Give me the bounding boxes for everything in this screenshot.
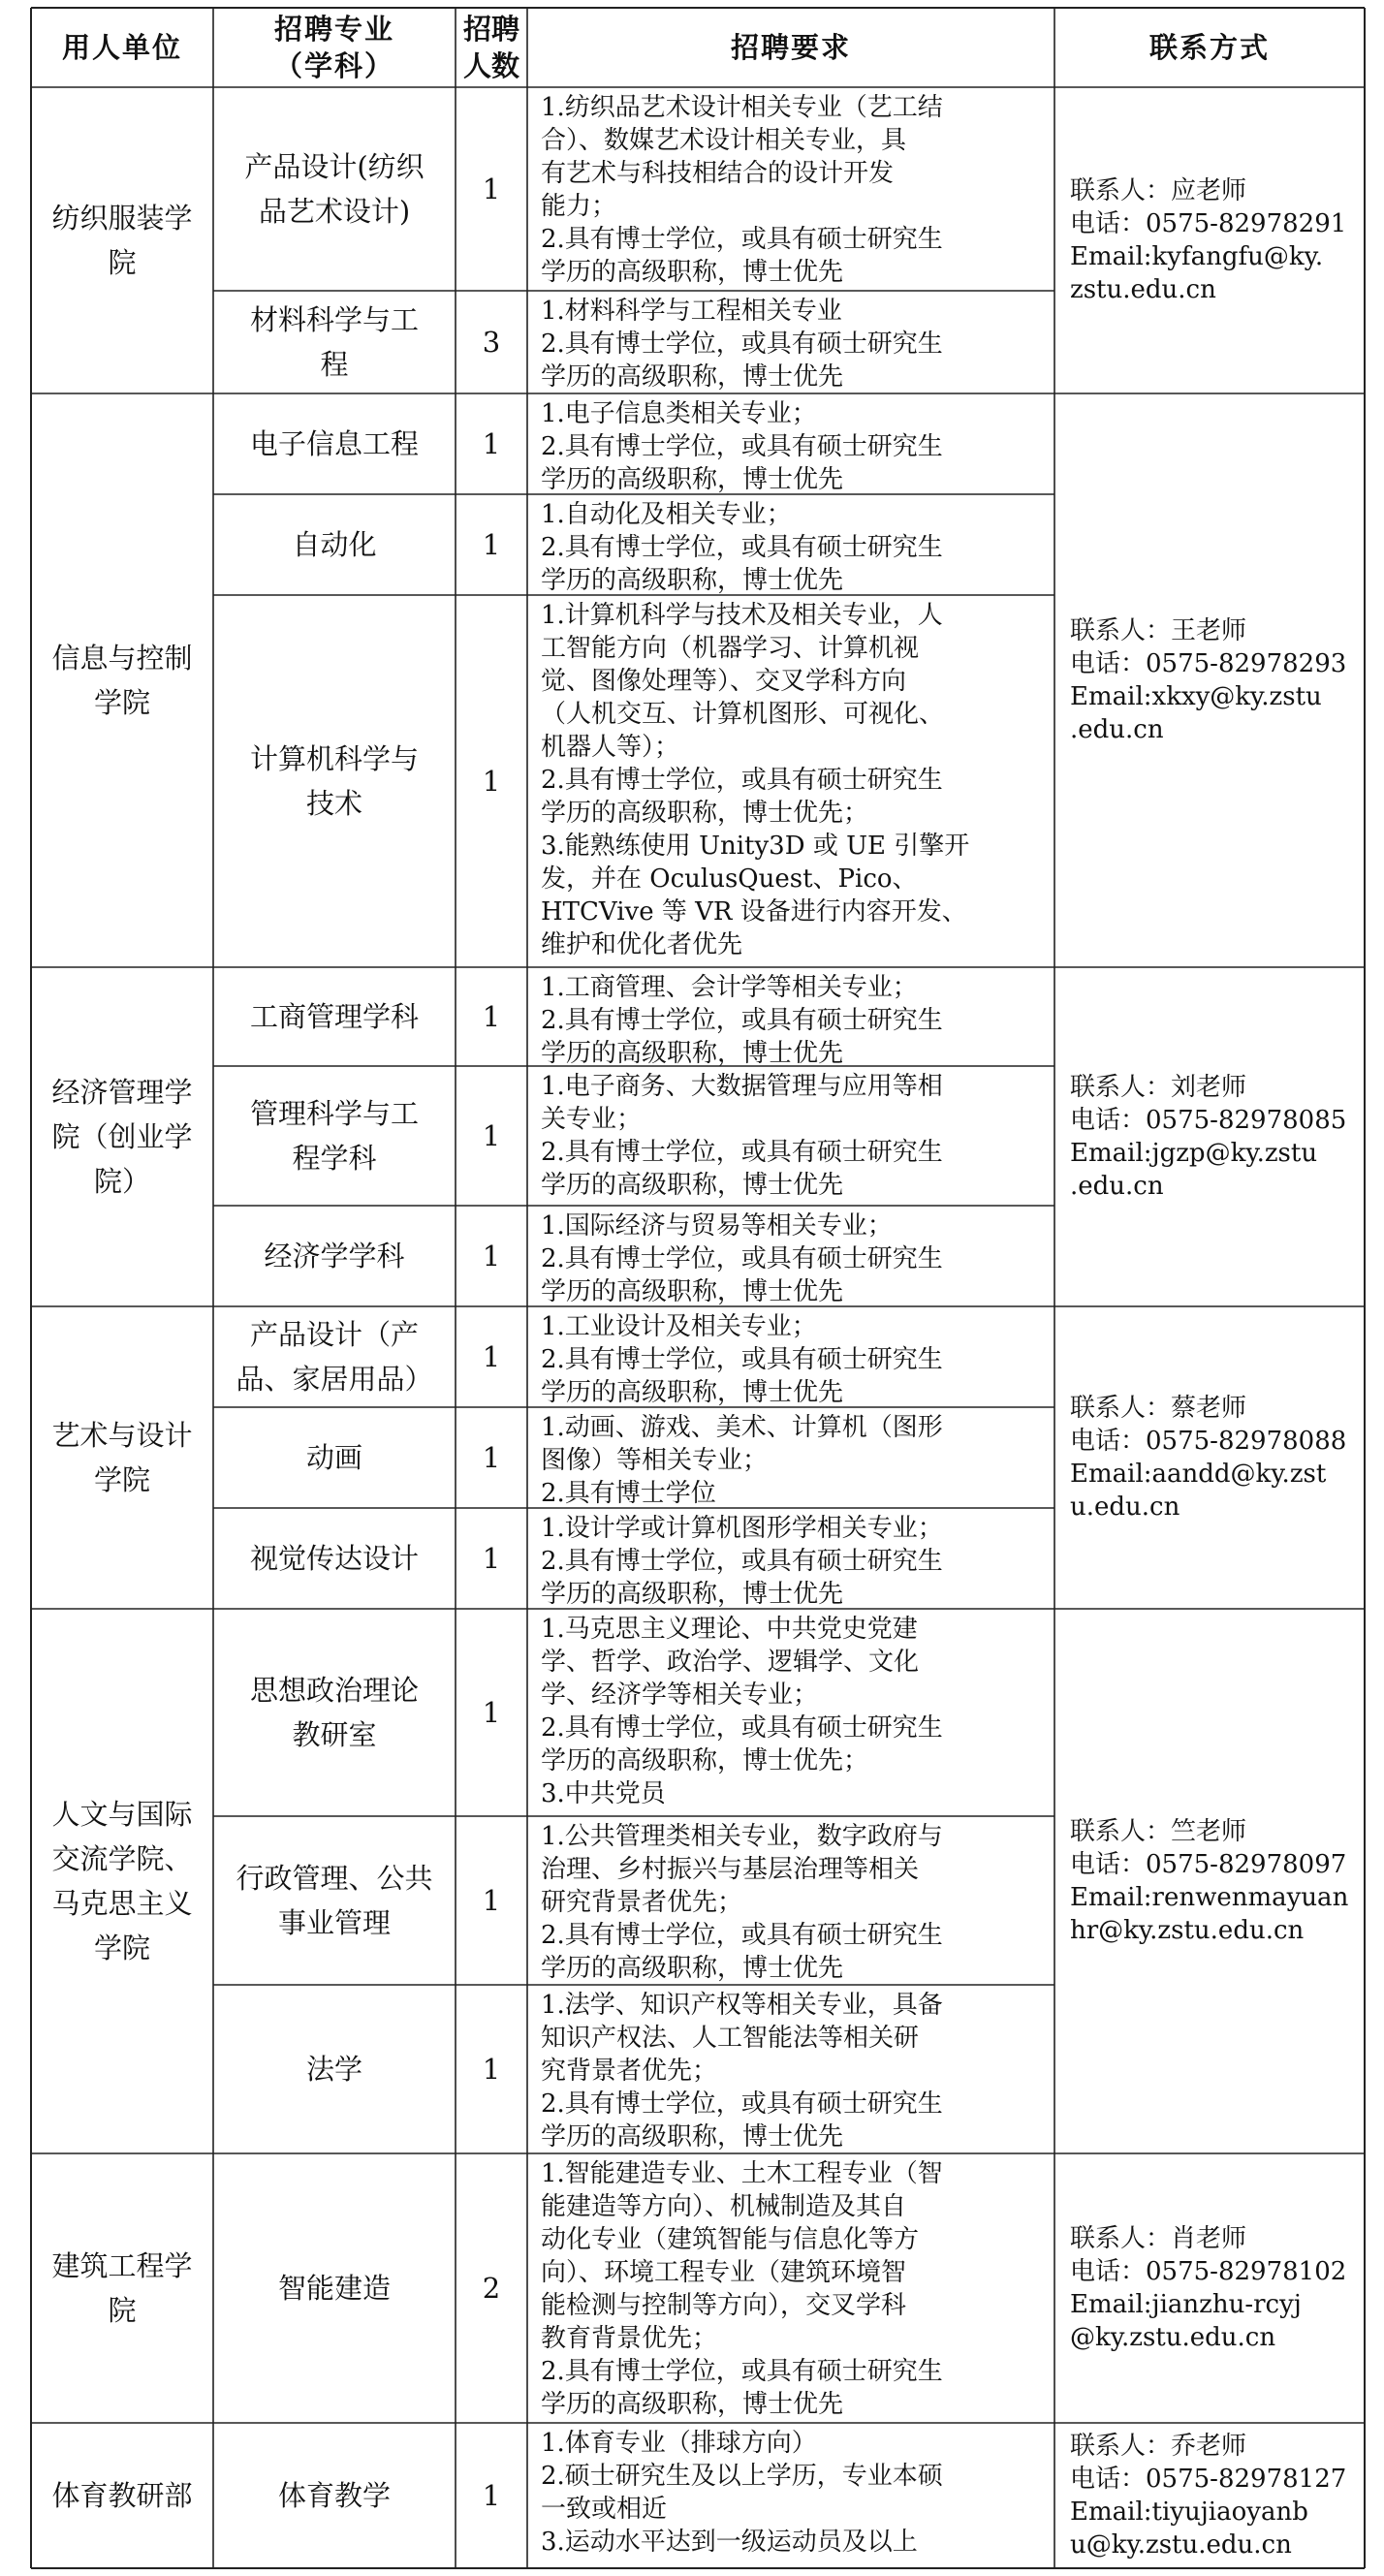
contact-info-line: zstu.edu.cn	[1070, 275, 1216, 304]
requirement-line: 能检测与控制等方向），交叉学科	[541, 2291, 907, 2320]
requirement-line: HTCVive 等 VR 设备进行内容开发、	[541, 897, 967, 927]
requirement-line: 2.具有博士学位，或具有硕士研究生	[541, 1547, 943, 1576]
headcount-value: 1	[482, 528, 501, 561]
requirement-line: 向）、环境工程专业（建筑环境智	[541, 2258, 907, 2287]
unit-name-line: 交流学院、	[51, 1842, 193, 1875]
requirement-line: 3.中共党员	[541, 1779, 666, 1808]
major-name-line: 自动化	[292, 528, 377, 561]
unit-name-line: 建筑工程学	[51, 2249, 193, 2282]
major-name-line: 计算机科学与	[249, 742, 419, 775]
requirement-line: 治理、乡村振兴与基层治理等相关	[541, 1855, 920, 1884]
requirement-line: 合）、数媒艺术设计相关专业，具	[541, 126, 907, 155]
headcount-value: 1	[482, 427, 501, 460]
contact-info-line: u.edu.cn	[1070, 1492, 1180, 1522]
contact-info-line: 联系人：乔老师	[1070, 2432, 1247, 2461]
contact-info-line: u@ky.zstu.edu.cn	[1070, 2530, 1292, 2560]
headcount-value: 1	[482, 1119, 501, 1152]
requirement-line: 1.计算机科学与技术及相关专业，人	[541, 601, 943, 630]
requirement-line: 学历的高级职称，博士优先	[541, 2390, 844, 2419]
requirement-line: 3.能熟练使用 Unity3D 或 UE 引擎开	[541, 832, 970, 861]
requirement-line: 学历的高级职称，博士优先	[541, 566, 844, 595]
header-count-line-2: 人数	[462, 49, 519, 82]
requirement-line: 发，并在 OculusQuest、Pico、	[541, 864, 918, 894]
headcount-value: 1	[482, 1884, 501, 1917]
major-name-line: 产品设计(纺织	[244, 150, 425, 183]
requirement-line: 1.马克思主义理论、中共党史党建	[541, 1615, 918, 1644]
requirement-line: 觉、图像处理等）、交叉学科方向	[541, 667, 907, 696]
major-name-line: 程学科	[292, 1142, 377, 1175]
contact-info-line: Email:aandd@ky.zst	[1070, 1460, 1327, 1489]
requirement-line: 究背景者优先；	[541, 2057, 718, 2086]
requirement-line: 1.动画、游戏、美术、计算机（图形	[541, 1413, 943, 1442]
unit-name-line: 艺术与设计	[51, 1419, 193, 1452]
requirement-line: 学历的高级职称，博士优先	[541, 1171, 844, 1200]
unit-name-line: 学院	[93, 686, 150, 719]
requirement-line: 1.法学、知识产权等相关专业，具备	[541, 1991, 943, 2020]
major-name-line: 品、家居用品）	[236, 1363, 433, 1396]
requirement-line: 1.纺织品艺术设计相关专业（艺工结	[541, 93, 943, 122]
major-name-line: 管理科学与工	[249, 1097, 419, 1130]
unit-name-line: 院	[108, 246, 137, 279]
major-name-line: 技术	[305, 787, 362, 820]
requirement-line: 学历的高级职称，博士优先	[541, 1277, 844, 1306]
requirement-line: 2.具有博士学位，或具有硕士研究生	[541, 1921, 943, 1950]
requirement-line: 学历的高级职称，博士优先	[541, 2122, 844, 2152]
contact-info-line: Email:xkxy@ky.zstu	[1070, 682, 1322, 711]
header-unit-text: 用人单位	[61, 31, 182, 64]
requirement-line: 2.具有博士学位	[541, 1479, 716, 1508]
major-name-line: 程	[320, 348, 349, 381]
requirement-line: 1.体育专业（排球方向）	[541, 2429, 817, 2458]
requirement-line: 1.设计学或计算机图形学相关专业；	[541, 1514, 943, 1543]
contact-info-line: Email:jianzhu-rcyj	[1070, 2290, 1302, 2319]
requirement-line: 2.具有博士学位，或具有硕士研究生	[541, 432, 943, 461]
unit-name-line: 学院	[93, 1932, 150, 1964]
major-name-line: 电子信息工程	[249, 427, 419, 460]
contact-info-line: 电话：0575-82978293	[1070, 649, 1347, 678]
requirement-line: 2.具有博士学位，或具有硕士研究生	[541, 766, 943, 795]
headcount-value: 1	[482, 2479, 501, 2512]
contact-info-line: 电话：0575-82978102	[1070, 2257, 1347, 2286]
requirement-line: 学历的高级职称，博士优先	[541, 1580, 844, 1609]
unit-name-line: 院）	[93, 1165, 150, 1198]
requirement-line: 机器人等）；	[541, 733, 680, 762]
contact-info-line: .edu.cn	[1070, 1172, 1164, 1201]
headcount-value: 1	[482, 1340, 501, 1373]
major-name-line: 思想政治理论	[249, 1674, 419, 1707]
major-name-line: 法学	[305, 2053, 362, 2086]
requirement-line: 2.具有博士学位，或具有硕士研究生	[541, 1006, 943, 1035]
headcount-value: 1	[482, 1542, 501, 1575]
headcount-value: 1	[482, 1240, 501, 1272]
requirement-line: 教育背景优先；	[541, 2324, 718, 2353]
contact-info-line: Email:kyfangfu@ky.	[1070, 242, 1324, 271]
requirement-line: 学历的高级职称，博士优先；	[541, 1746, 869, 1775]
requirement-line: 2.具有博士学位，或具有硕士研究生	[541, 1244, 943, 1273]
requirement-line: 学历的高级职称，博士优先	[541, 362, 844, 392]
requirement-line: 知识产权法、人工智能法等相关研	[541, 2024, 920, 2053]
contact-info-line: 联系人：刘老师	[1070, 1073, 1247, 1102]
unit-name-line: 学院	[93, 1463, 150, 1496]
unit-name-line: 马克思主义	[51, 1887, 193, 1920]
requirement-line: 工智能方向（机器学习、计算机视	[541, 634, 920, 663]
requirement-line: 2.具有博士学位，或具有硕士研究生	[541, 225, 943, 254]
requirement-line: 学历的高级职称，博士优先	[541, 258, 844, 287]
major-name-line: 工商管理学科	[249, 1000, 419, 1033]
requirement-line: 学历的高级职称，博士优先；	[541, 799, 869, 828]
requirement-line: 动化专业（建筑智能与信息化等方	[541, 2225, 920, 2254]
requirement-line: 1.国际经济与贸易等相关专业；	[541, 1211, 893, 1241]
contact-info-line: 联系人：应老师	[1070, 176, 1247, 205]
requirement-line: 有艺术与科技相结合的设计开发	[541, 159, 895, 188]
requirement-line: 2.硕士研究生及以上学历，专业本硕	[541, 2462, 943, 2491]
requirement-line: 1.工业设计及相关专业；	[541, 1312, 817, 1341]
unit-name-line: 院（创业学	[51, 1120, 193, 1153]
contact-info-line: 电话：0575-82978085	[1070, 1106, 1347, 1135]
major-name-line: 材料科学与工	[249, 303, 419, 336]
contact-info-line: hr@ky.zstu.edu.cn	[1070, 1916, 1305, 1945]
requirement-line: 图像）等相关专业；	[541, 1446, 769, 1475]
requirement-line: 学历的高级职称，博士优先	[541, 465, 844, 494]
requirement-line: 2.具有博士学位，或具有硕士研究生	[541, 1713, 943, 1743]
unit-name-line: 纺织服装学	[51, 202, 193, 235]
requirement-line: 1.电子商务、大数据管理与应用等相	[541, 1072, 943, 1101]
requirement-line: 学历的高级职称，博士优先	[541, 1378, 844, 1407]
requirement-line: 一致或相近	[541, 2495, 668, 2524]
major-name-line: 教研室	[292, 1718, 377, 1751]
contact-info-line: 电话：0575-82978088	[1070, 1427, 1347, 1456]
requirement-line: 关专业；	[541, 1105, 643, 1134]
contact-info-line: 联系人：蔡老师	[1070, 1394, 1247, 1423]
unit-name-line: 经济管理学	[51, 1076, 193, 1109]
requirement-line: 能力；	[541, 192, 617, 221]
requirement-line: 学、经济学等相关专业；	[541, 1681, 819, 1710]
major-name-line: 动画	[305, 1441, 362, 1474]
contact-info-line: 电话：0575-82978291	[1070, 209, 1347, 238]
header-major-line-1: 招聘专业	[273, 13, 394, 46]
requirement-line: 1.材料科学与工程相关专业	[541, 297, 842, 326]
requirement-line: 学历的高级职称，博士优先	[541, 1039, 844, 1066]
major-name-line: 体育教学	[277, 2479, 391, 2512]
headcount-value: 3	[482, 326, 501, 359]
requirement-line: 学历的高级职称，博士优先	[541, 1954, 844, 1983]
major-name-line: 品艺术设计)	[258, 195, 411, 228]
header-count-line-1: 招聘	[462, 13, 519, 46]
requirement-line: 2.具有博士学位，或具有硕士研究生	[541, 533, 943, 562]
headcount-value: 1	[482, 2053, 501, 2086]
requirement-line: 1.公共管理类相关专业，数字政府与	[541, 1822, 943, 1851]
contact-info-line: 电话：0575-82978097	[1070, 1850, 1347, 1879]
requirement-line: 2.具有博士学位，或具有硕士研究生	[541, 1138, 943, 1167]
major-name-line: 行政管理、公共	[236, 1862, 433, 1895]
contact-info-line: Email:jgzp@ky.zstu	[1070, 1139, 1318, 1168]
headcount-value: 1	[482, 765, 501, 798]
requirement-line: 3.运动水平达到一级运动员及以上	[541, 2528, 918, 2557]
major-name-line: 产品设计（产	[249, 1318, 419, 1351]
requirement-line: 2.具有博士学位，或具有硕士研究生	[541, 2357, 943, 2386]
requirement-line: 1.工商管理、会计学等相关专业；	[541, 973, 918, 1002]
requirement-line: 1.自动化及相关专业；	[541, 500, 792, 529]
unit-name-line: 体育教研部	[51, 2479, 193, 2512]
headcount-value: 1	[482, 1696, 501, 1729]
contact-info-line: .edu.cn	[1070, 715, 1164, 744]
requirement-line: （人机交互、计算机图形、可视化、	[541, 700, 945, 729]
contact-info-line: Email:tiyujiaoyanb	[1070, 2497, 1308, 2527]
requirement-line: 研究背景者优先；	[541, 1888, 743, 1917]
major-name-line: 智能建造	[277, 2272, 391, 2305]
unit-name-line: 院	[108, 2294, 137, 2327]
requirement-line: 能建造等方向）、机械制造及其自	[541, 2192, 907, 2221]
major-name-line: 事业管理	[277, 1906, 391, 1939]
contact-info-line: 联系人：王老师	[1070, 616, 1247, 645]
unit-name-line: 信息与控制	[51, 642, 193, 675]
contact-info-line: 电话：0575-82978127	[1070, 2465, 1347, 2494]
header-contact-text: 联系方式	[1148, 31, 1270, 64]
major-name-line: 视觉传达设计	[249, 1542, 419, 1575]
headcount-value: 1	[482, 173, 501, 205]
contact-info-line: 联系人：肖老师	[1070, 2224, 1247, 2253]
contact-info-line: Email:renwenmayuan	[1070, 1883, 1349, 1912]
requirement-line: 2.具有博士学位，或具有硕士研究生	[541, 2089, 943, 2119]
header-major-line-2: （学科）	[273, 49, 394, 82]
requirement-line: 2.具有博士学位，或具有硕士研究生	[541, 330, 943, 359]
requirement-line: 学、哲学、政治学、逻辑学、文化	[541, 1648, 920, 1677]
requirement-line: 1.智能建造专业、土木工程专业（智	[541, 2159, 943, 2188]
headcount-value: 1	[482, 1000, 501, 1033]
requirement-line: 1.电子信息类相关专业；	[541, 399, 817, 428]
unit-name-line: 人文与国际	[51, 1798, 193, 1831]
contact-info-line: 联系人：竺老师	[1070, 1817, 1247, 1846]
header-requirements-text: 招聘要求	[730, 31, 851, 64]
headcount-value: 2	[482, 2272, 501, 2305]
contact-info-line: @ky.zstu.edu.cn	[1070, 2323, 1276, 2352]
headcount-value: 1	[482, 1441, 501, 1474]
requirement-line: 2.具有博士学位，或具有硕士研究生	[541, 1345, 943, 1374]
major-name-line: 经济学学科	[264, 1240, 405, 1272]
requirement-line: 维护和优化者优先	[541, 930, 743, 959]
